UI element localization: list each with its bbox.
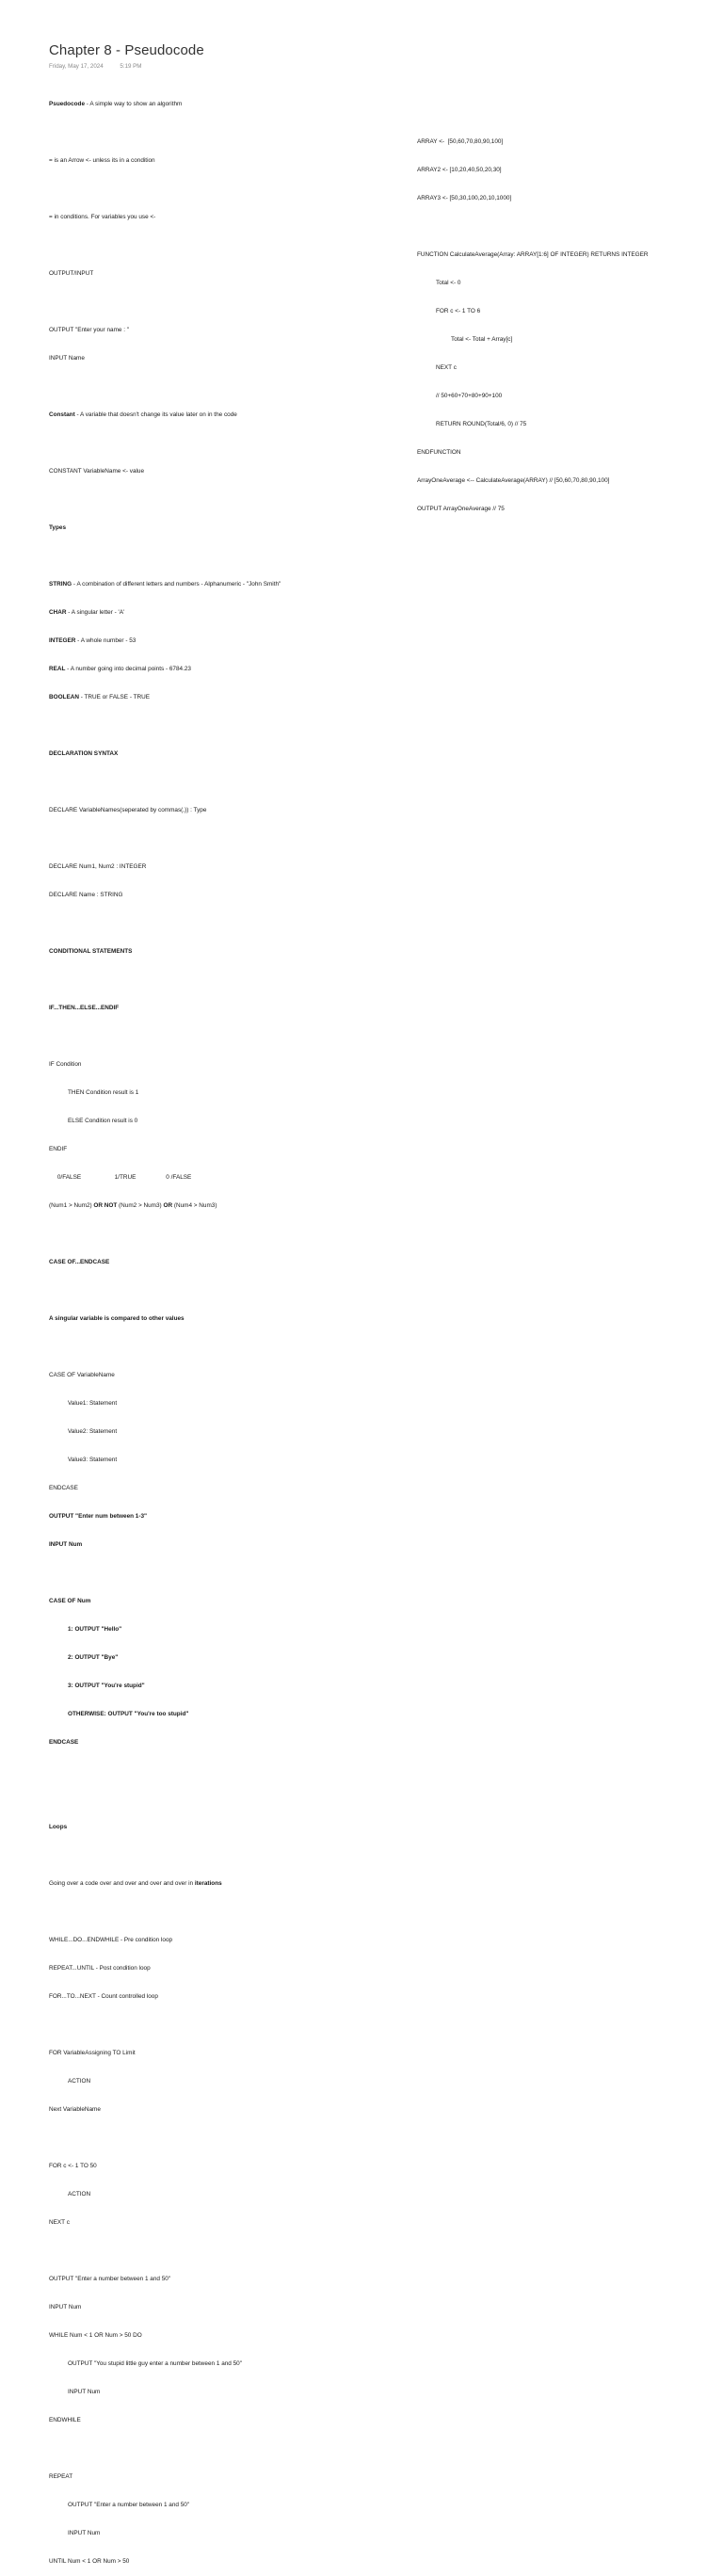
type-line xyxy=(49,608,397,618)
code-line: Total <- Total + Array[c] xyxy=(451,336,513,343)
definition: - A variable that doesn't change its value later on in the code xyxy=(74,411,237,418)
type-line xyxy=(49,580,397,589)
note-line: = in conditions. For variables you use <- xyxy=(49,214,156,220)
code-line: FOR VariableAssigning TO Limit xyxy=(49,2050,136,2056)
definition: - TRUE or FALSE - TRUE xyxy=(78,694,151,700)
code-line: Value2: Statement xyxy=(68,1428,118,1435)
code-line: THEN Condition result is 1 xyxy=(68,1089,139,1096)
code-line: 1: OUTPUT "Hello" xyxy=(68,1626,122,1633)
term: BOOLEAN xyxy=(49,694,79,700)
code-line: ENDCASE xyxy=(49,1485,78,1491)
code-line: ACTION xyxy=(68,2078,91,2085)
note-line: INPUT Name xyxy=(49,355,85,362)
code-line: ACTION xyxy=(68,2191,91,2198)
note-line: REPEAT...UNTIL - Post condition loop xyxy=(49,1965,151,1972)
code-line: ArrayOneAverage <-- CalculateAverage(ARRAY) // [50,60,70,80,90,100] xyxy=(417,477,610,484)
code-line: Value1: Statement xyxy=(68,1400,118,1407)
code-line: UNTIL Num < 1 OR Num > 50 xyxy=(49,2558,130,2565)
code-line: ARRAY3 <- [50,30,100,20,10,1000] xyxy=(417,195,512,201)
note-line xyxy=(49,1879,397,1889)
code-line xyxy=(49,1201,397,1211)
section-heading: Loops xyxy=(49,1824,68,1830)
code-line: // 50+60+70+80+90+100 xyxy=(436,393,503,399)
expr: (Num2 > Num3) xyxy=(117,1202,164,1209)
expr: (Num4 > Num3) xyxy=(172,1202,217,1209)
definition: - A number going into decimal points - 6784.23 xyxy=(65,666,191,672)
code-line: OUTPUT ArrayOneAverage // 75 xyxy=(417,506,505,512)
definition: - A whole number - 53 xyxy=(75,637,137,644)
code-line: CASE OF VariableName xyxy=(49,1372,115,1378)
type-line xyxy=(49,636,397,646)
code-line: ELSE Condition result is 0 xyxy=(68,1118,138,1124)
term: Constant xyxy=(49,411,75,418)
section-heading: DECLARATION SYNTAX xyxy=(49,750,119,757)
definition: - A singular letter - 'A' xyxy=(66,609,125,616)
code-line: FOR c <- 1 TO 50 xyxy=(49,2163,97,2169)
code-line: INPUT Num xyxy=(49,2304,82,2310)
section-heading: CONDITIONAL STATEMENTS xyxy=(49,948,133,955)
code-line: OUTPUT "Enter a number between 1 and 50" xyxy=(68,2502,190,2508)
right-column xyxy=(417,119,718,523)
code-line: ARRAY <- [50,60,70,80,90,100] xyxy=(417,138,504,145)
code-line: ENDWHILE xyxy=(49,2417,81,2423)
definition: - A simple way to show an algorithm xyxy=(85,101,183,107)
note-line: DECLARE Name : STRING xyxy=(49,892,123,898)
term: INTEGER xyxy=(49,637,76,644)
code-line: NEXT c xyxy=(436,364,457,371)
term: REAL xyxy=(49,666,66,672)
page-meta xyxy=(49,63,156,70)
note-line: DECLARE Num1, Num2 : INTEGER xyxy=(49,863,147,870)
code-line: OUTPUT "Enter num between 1-3" xyxy=(49,1513,148,1520)
code-line: CASE OF Num xyxy=(49,1598,91,1604)
code-line: FUNCTION CalculateAverage(Array: ARRAY[1:6] OF INTEGER) RETURNS INTEGER xyxy=(417,251,649,258)
code-line: OUTPUT "Enter a number between 1 and 50" xyxy=(49,2276,171,2282)
code-line: FOR c <- 1 TO 6 xyxy=(436,308,481,314)
code-line: 0/FALSE 1/TRUE 0 /FALSE xyxy=(49,1174,192,1181)
type-line xyxy=(49,693,397,702)
page-date: Friday, May 17, 2024 xyxy=(49,63,104,70)
code-line: OUTPUT "You stupid little guy enter a number between 1 and 50" xyxy=(68,2360,243,2367)
type-line xyxy=(49,665,397,674)
term: Psuedocode xyxy=(49,101,85,107)
definition: - A combination of different letters and numbers - Alphanumeric - "John Smith" xyxy=(72,581,281,588)
code-line: Value3: Statement xyxy=(68,1457,118,1463)
code-line: ENDCASE xyxy=(49,1739,79,1746)
code-line: Total <- 0 xyxy=(436,280,461,286)
code-line: WHILE Num < 1 OR Num > 50 DO xyxy=(49,2332,142,2339)
page-time: 5:19 PM xyxy=(120,63,142,70)
note-line: CONSTANT VariableName <- value xyxy=(49,468,145,475)
page-title: Chapter 8 - Pseudocode xyxy=(49,42,204,58)
note-line: DECLARE VariableNames(seperated by commas(,)) : Type xyxy=(49,807,207,813)
code-line: ENDIF xyxy=(49,1146,68,1152)
code-line: INPUT Num xyxy=(68,2389,101,2395)
note-line xyxy=(49,411,397,420)
operator: OR xyxy=(163,1202,173,1209)
code-line: 3: OUTPUT "You're stupid" xyxy=(68,1682,145,1689)
note-line: FOR...TO...NEXT - Count controlled loop xyxy=(49,1993,158,2000)
term: iterations xyxy=(194,1880,222,1887)
code-line: NEXT c xyxy=(49,2219,70,2226)
note-line: OUTPUT/INPUT xyxy=(49,270,94,277)
code-line: IF Condition xyxy=(49,1061,82,1068)
note-line: WHILE...DO...ENDWHILE - Pre condition loop xyxy=(49,1937,173,1943)
code-line: OTHERWISE: OUTPUT "You're too stupid" xyxy=(68,1711,189,1717)
section-heading: A singular variable is compared to other values xyxy=(49,1315,185,1322)
section-heading: IF...THEN...ELSE...ENDIF xyxy=(49,1005,120,1011)
left-column xyxy=(49,81,397,2576)
note-line: OUTPUT "Enter your name : " xyxy=(49,327,130,333)
code-line: 2: OUTPUT "Bye" xyxy=(68,1654,119,1661)
expr: (Num1 > Num2) xyxy=(49,1202,94,1209)
text: Going over a code over and over and over and over in xyxy=(49,1880,195,1887)
code-line: REPEAT xyxy=(49,2473,73,2480)
code-line: ENDFUNCTION xyxy=(417,449,461,456)
term: STRING xyxy=(49,581,72,588)
code-line: INPUT Num xyxy=(49,1541,83,1548)
code-line: INPUT Num xyxy=(68,2530,101,2536)
operator: OR NOT xyxy=(93,1202,118,1209)
section-heading: Types xyxy=(49,524,66,531)
code-line: ARRAY2 <- [10,20,40,50,20,30] xyxy=(417,167,502,173)
code-line: RETURN ROUND(Total/6, 0) // 75 xyxy=(436,421,527,427)
note-line: = is an Arrow <- unless its in a condition xyxy=(49,157,155,164)
code-line: Next VariableName xyxy=(49,2106,101,2113)
term: CHAR xyxy=(49,609,67,616)
section-heading: CASE OF...ENDCASE xyxy=(49,1259,110,1265)
note-line xyxy=(49,100,397,109)
